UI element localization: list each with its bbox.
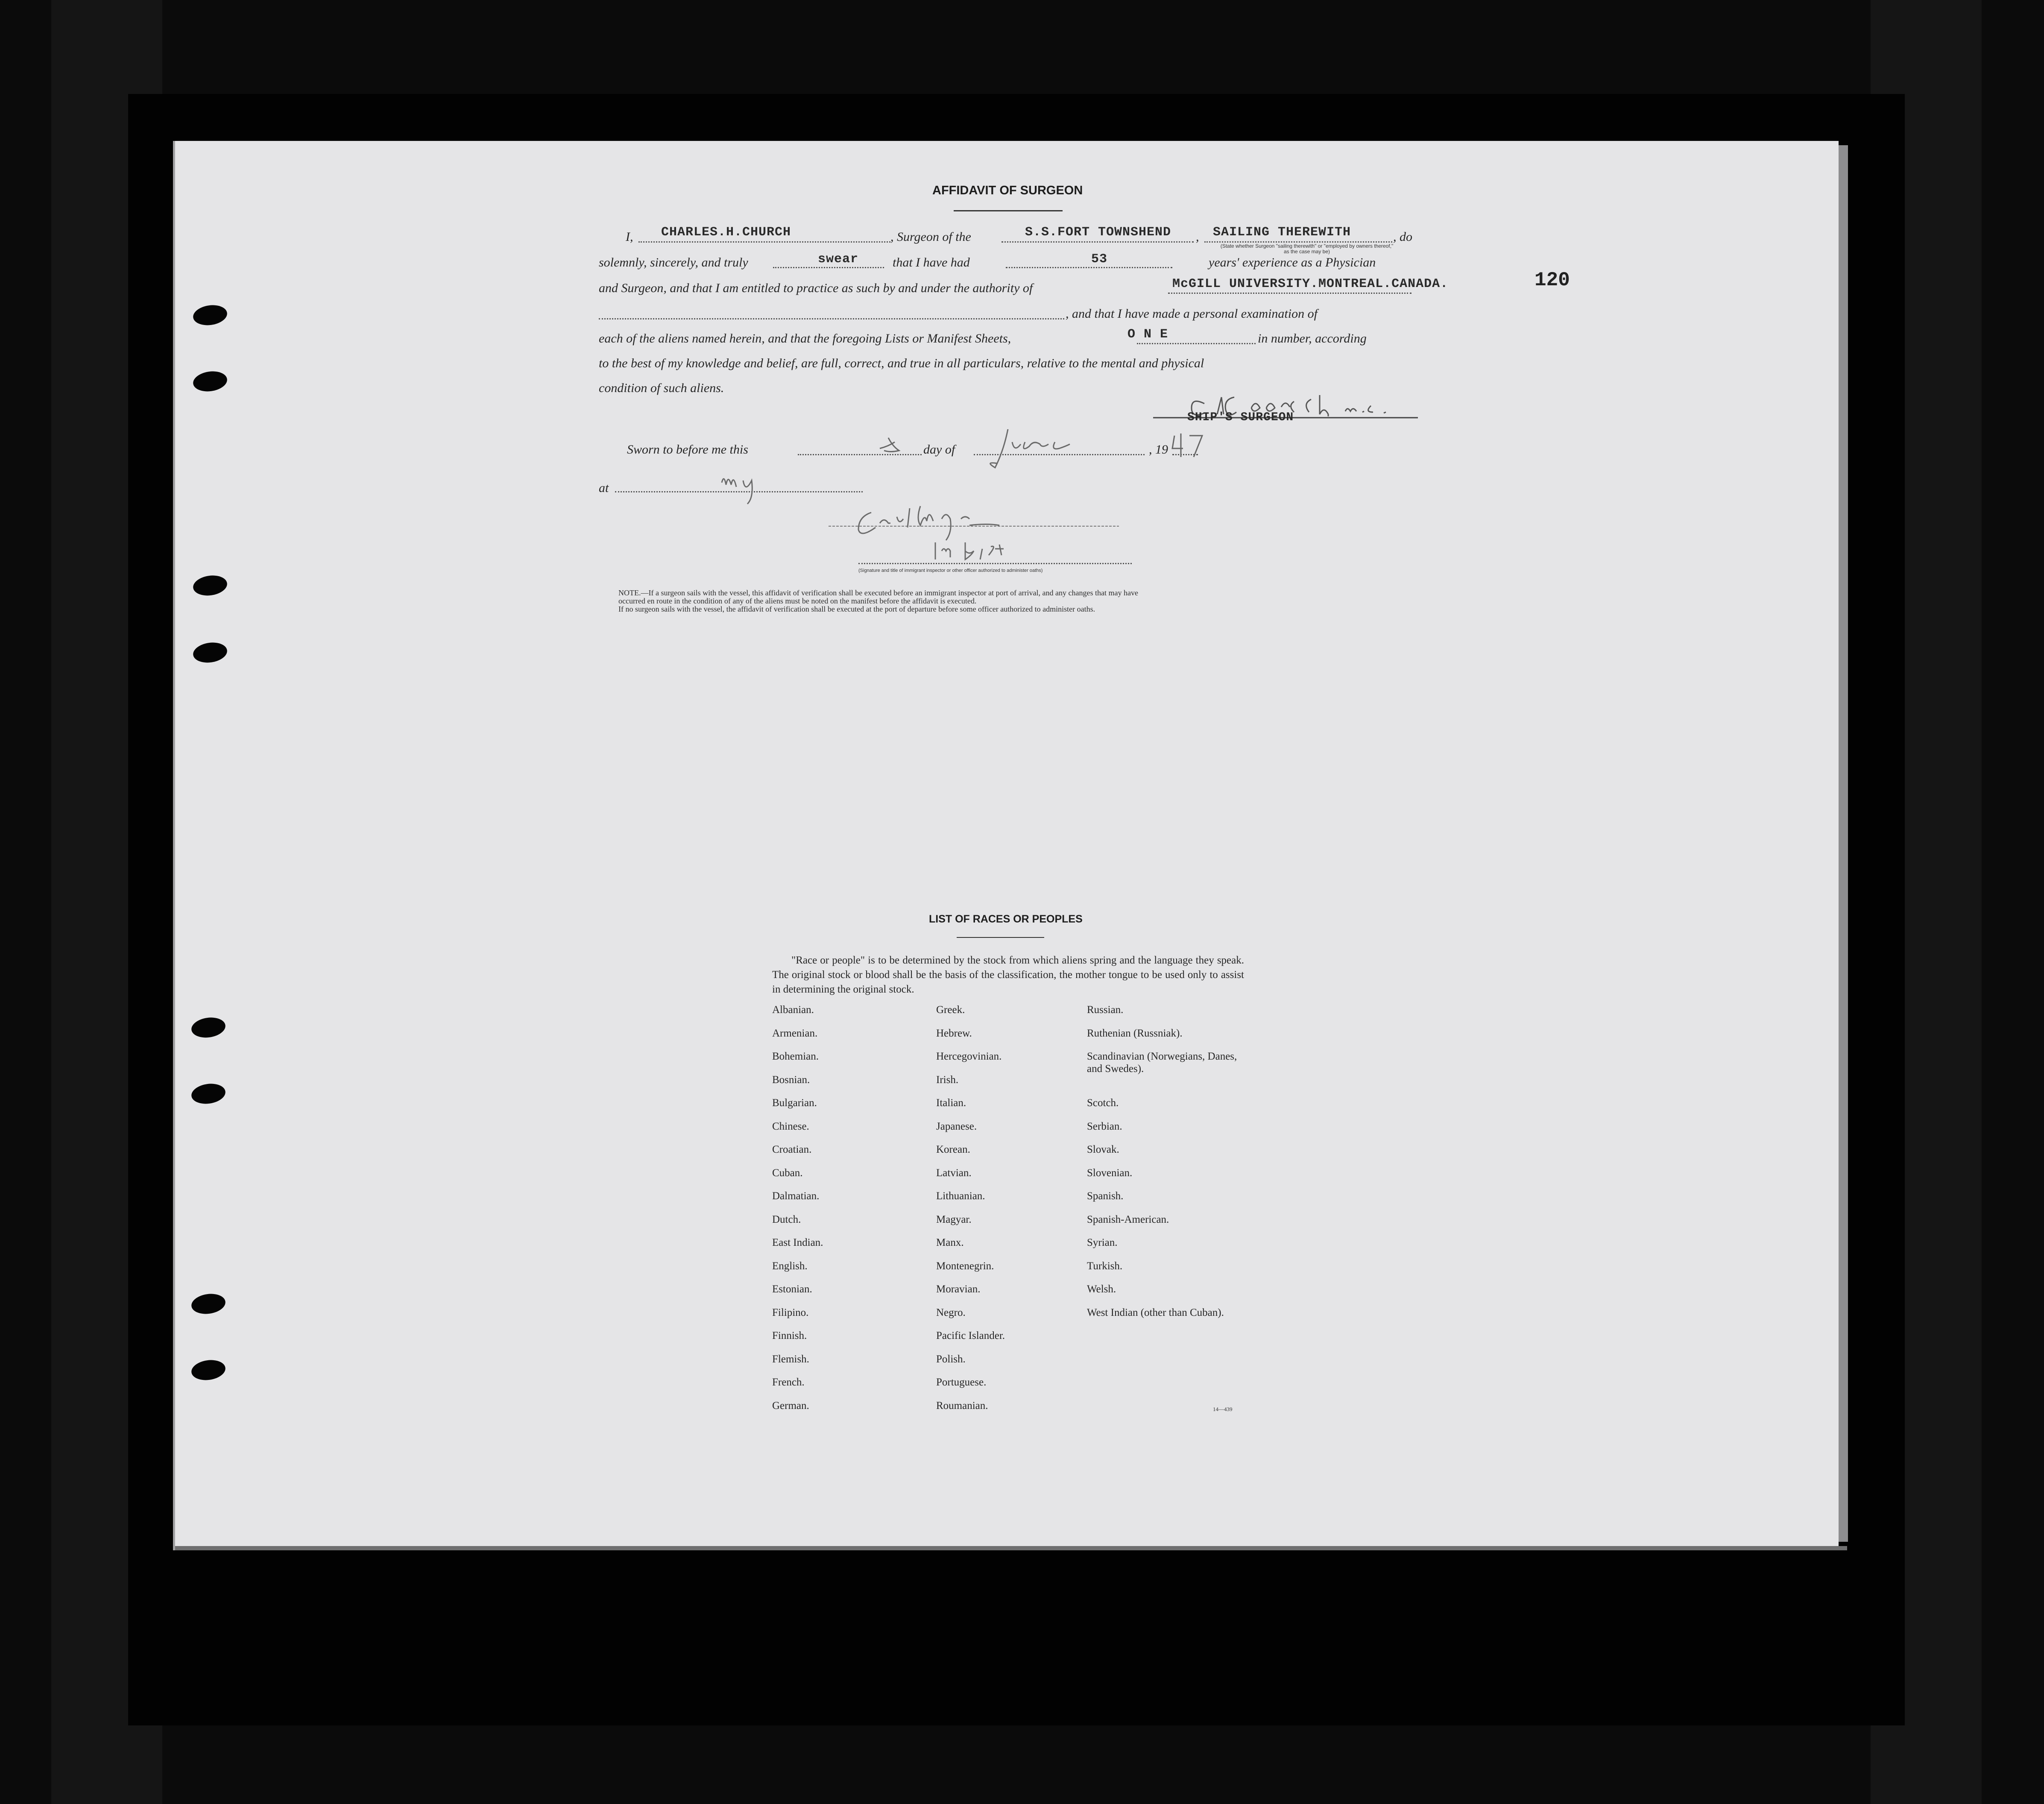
race-item: Filipino. — [772, 1306, 809, 1318]
ship-name: S.S.FORT TOWNSHEND — [1025, 225, 1171, 240]
race-item: Hercegovinian. — [936, 1051, 1002, 1062]
race-item: Pacific Islander. — [936, 1330, 1005, 1341]
race-item: Spanish-American. — [1087, 1213, 1169, 1225]
sheets-count: O N E — [1127, 327, 1168, 342]
race-item: Scotch. — [1087, 1097, 1119, 1109]
race-item: Flemish. — [772, 1353, 809, 1365]
race-item: Welsh. — [1087, 1283, 1116, 1295]
race-item: Montenegrin. — [936, 1260, 994, 1272]
note-line-3: If no surgeon sails with the vessel, the affidavit of verification shall be executed at the port of departure before some officer authorized to administer oaths. — [618, 605, 1095, 613]
race-item: Latvian. — [936, 1167, 972, 1179]
sailing-status: SAILING THEREWITH — [1213, 225, 1351, 240]
document-page — [175, 141, 1839, 1546]
race-item: Moravian. — [936, 1283, 981, 1295]
races-intro: "Race or people" is to be determined by the stock from which aliens spring and the language they speak. The original stock or blood shall be the basis of the classification, the mother tongue to be used only to assist in determining the original stock. — [772, 955, 1244, 995]
line5-a: each of the aliens named herein, and that the foregoing Lists or Manifest Sheets, — [599, 331, 1011, 346]
race-item: Korean. — [936, 1144, 970, 1155]
race-item: German. — [772, 1400, 809, 1412]
race-item: Ruthenian (Russniak). — [1087, 1027, 1183, 1039]
race-item: Scandinavian (Norwegians, Danes, and Swedes). — [1087, 1051, 1237, 1075]
note-line-2: occurred en route in the condition of any of the aliens must be noted on the manifest before the affidavit is executed. — [618, 597, 977, 605]
race-item: Spanish. — [1087, 1190, 1124, 1202]
official-caption: (Signature and title of immigrant inspector or other officer authorized to administer oaths) — [858, 568, 1043, 573]
years: 53 — [1091, 252, 1108, 266]
race-item: Manx. — [936, 1237, 964, 1248]
race-item: West Indian (other than Cuban). — [1087, 1306, 1224, 1318]
race-item: Turkish. — [1087, 1260, 1123, 1272]
ship-name-line — [1002, 241, 1194, 243]
form-number: 14—439 — [1213, 1406, 1233, 1412]
page-number: 120 — [1534, 269, 1570, 291]
race-item: Dutch. — [772, 1213, 801, 1225]
authority-line — [1168, 293, 1411, 294]
race-item: Chinese. — [772, 1120, 809, 1132]
race-item: Russian. — [1087, 1004, 1124, 1016]
oath-word: swear — [818, 252, 859, 266]
race-item: Polish. — [936, 1353, 966, 1365]
race-item: Serbian. — [1087, 1120, 1122, 1132]
at-place-handwriting — [717, 466, 786, 504]
surgeon-name: CHARLES.H.CHURCH — [661, 225, 791, 240]
races-column-3 — [1087, 1004, 1249, 1353]
race-item: Slovak. — [1087, 1144, 1119, 1155]
official-signature-line — [858, 563, 1132, 564]
race-item: Greek. — [936, 1004, 965, 1016]
race-item: Bulgarian. — [772, 1097, 817, 1109]
affidavit-title: AFFIDAVIT OF SURGEON — [932, 184, 1083, 197]
oath-line — [773, 267, 884, 268]
race-item: Finnish. — [772, 1330, 807, 1341]
ships-surgeon-label: SHIP'S SURGEON — [1187, 411, 1294, 424]
races-column-2 — [936, 1004, 1005, 1423]
races-title-underline — [957, 937, 1044, 938]
race-item: Negro. — [936, 1306, 966, 1318]
page-edge-right — [1839, 145, 1848, 1542]
sworn-c: , 19 — [1149, 442, 1168, 457]
line4: , and that I have made a personal examination of — [1066, 307, 1318, 321]
races-title: LIST OF RACES OR PEOPLES — [929, 913, 1083, 925]
race-item: Japanese. — [936, 1120, 977, 1132]
surgeon-name-line — [638, 241, 890, 243]
race-item: Croatian. — [772, 1144, 812, 1155]
race-item: Italian. — [936, 1097, 966, 1109]
race-item: Magyar. — [936, 1213, 972, 1225]
do-text: , do — [1393, 230, 1412, 244]
official-signature — [829, 500, 1119, 594]
page-edge-bottom — [175, 1546, 1847, 1550]
sworn-day-handwriting — [876, 431, 910, 457]
race-item: Bohemian. — [772, 1051, 819, 1062]
comma: , — [1196, 230, 1199, 244]
race-item: Irish. — [936, 1074, 959, 1086]
sworn-a: Sworn to before me this — [627, 442, 748, 457]
sheets-line — [1137, 343, 1256, 344]
sailing-note: (State whether Surgeon "sailing therewith" or "employed by owners thereof," as the case may be) — [1220, 243, 1394, 255]
race-item: Dalmatian. — [772, 1190, 820, 1202]
race-item: Albanian. — [772, 1004, 814, 1016]
race-item: Syrian. — [1087, 1237, 1118, 1248]
race-item: Lithuanian. — [936, 1190, 985, 1202]
authority: McGILL UNIVERSITY.MONTREAL.CANADA. — [1172, 277, 1449, 291]
race-item: Hebrew. — [936, 1027, 972, 1039]
years-line — [1006, 267, 1172, 268]
line2-a: solemnly, sincerely, and truly — [599, 255, 748, 269]
authority-continuation-line — [599, 318, 1064, 319]
line2-c: years' experience as a Physician — [1209, 255, 1376, 269]
race-item: Slovenian. — [1087, 1167, 1133, 1179]
note-line-1: NOTE.—If a surgeon sails with the vessel, this affidavit of verification shall be executed before an immigrant inspector at port of arrival, and any changes that may have — [618, 589, 1138, 597]
race-item: Roumanian. — [936, 1400, 988, 1412]
line5-b: in number, according — [1258, 331, 1367, 346]
line3-a: and Surgeon, and that I am entitled to practice as such by and under the authority of — [599, 281, 1033, 295]
line6: to the best of my knowledge and belief, are full, correct, and true in all particulars, relative to the mental and physical — [599, 356, 1204, 370]
line7: condition of such aliens. — [599, 381, 724, 395]
surgeon-of-the-text: , Surgeon of the — [890, 230, 971, 244]
race-item: English. — [772, 1260, 808, 1272]
race-item: Bosnian. — [772, 1074, 810, 1086]
line2-b: that I have had — [893, 255, 970, 269]
sworn-year-handwriting — [1170, 431, 1209, 461]
sworn-month-handwriting — [982, 423, 1102, 478]
race-item: Armenian. — [772, 1027, 818, 1039]
race-item: East Indian. — [772, 1237, 823, 1248]
race-item: French. — [772, 1376, 805, 1388]
affidavit-i: I, — [626, 230, 633, 244]
at-label: at — [599, 481, 609, 495]
sworn-b: day of — [923, 442, 955, 457]
sailing-status-line — [1204, 241, 1392, 243]
races-column-1 — [772, 1004, 823, 1423]
title-underline — [954, 210, 1063, 211]
race-item: Cuban. — [772, 1167, 803, 1179]
race-item: Portuguese. — [936, 1376, 987, 1388]
race-item: Estonian. — [772, 1283, 812, 1295]
